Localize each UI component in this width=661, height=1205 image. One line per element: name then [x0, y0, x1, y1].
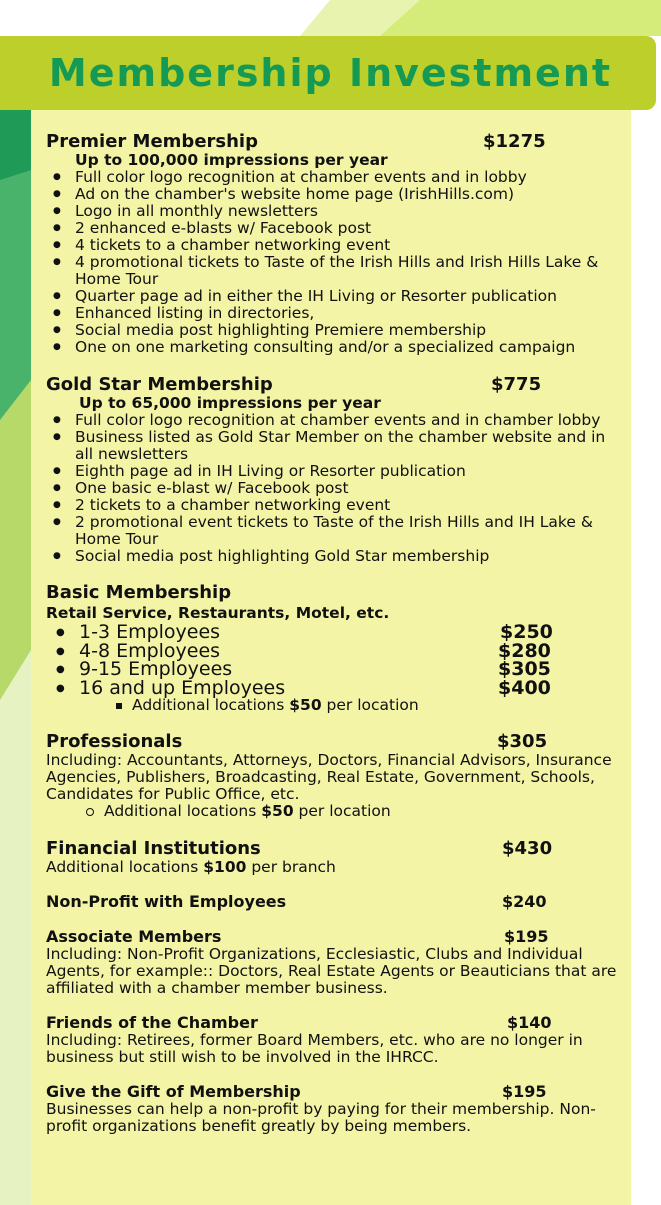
financial-title: Financial Institutions	[46, 838, 261, 859]
tier-label: 4-8 Employees	[79, 639, 221, 662]
list-item: ● 2 enhanced e-blasts w/ Facebook post	[75, 220, 626, 237]
professionals-title: Professionals	[46, 731, 183, 752]
list-item: ● Ad on the chamber's website home page (IrishHills.com)	[75, 186, 626, 203]
list-item: ● Eighth page ad in IH Living or Resorter publication	[75, 463, 626, 480]
gift-section	[46, 1083, 626, 1135]
list-item: ● Quarter page ad in either the IH Living or Resorter publication	[75, 288, 626, 305]
premier-title: Premier Membership	[46, 131, 258, 152]
professionals-header	[46, 732, 626, 752]
circle-bullet-icon	[86, 808, 94, 816]
premier-benefits-list	[46, 169, 626, 356]
basic-subtitle: Retail Service, Restaurants, Motel, etc.	[46, 604, 390, 622]
gift-price: $195	[502, 1082, 547, 1101]
list-item: ● Business listed as Gold Star Member on the chamber website and in all newsletters	[75, 429, 626, 463]
friends-description: Including: Retirees, former Board Members, etc. who are no longer in business but still wish to be involved in the IHRCC.	[46, 1031, 583, 1066]
professionals-section	[46, 732, 626, 820]
basic-additional-locations: Additional locations $50 per location	[46, 697, 626, 714]
nonprofit-price: $240	[502, 892, 547, 911]
gift-header	[46, 1083, 626, 1101]
list-item: ● Logo in all monthly newsletters	[75, 203, 626, 220]
premier-subtitle: Up to 100,000 impressions per year	[75, 151, 388, 169]
professionals-description: Including: Accountants, Attorneys, Doctors, Financial Advisors, Insurance Agencies, Publishers, Broadcasting, Real Estate, Government, Schools, Candidates for Public Office, etc.	[46, 751, 612, 803]
gift-description: Businesses can help a non-profit by paying for their membership. Non-profit organizations benefit greatly by being members.	[46, 1100, 596, 1135]
tier-price: $250	[500, 621, 553, 643]
basic-section	[46, 583, 626, 714]
nonprofit-title: Non-Profit with Employees	[46, 892, 287, 911]
premier-header	[46, 132, 626, 152]
friends-price: $140	[507, 1013, 552, 1032]
tier-price: $305	[498, 658, 551, 680]
gold-price: $775	[491, 374, 542, 395]
tier-price: $280	[498, 639, 551, 662]
friends-section	[46, 1014, 626, 1066]
list-item: ● 2 tickets to a chamber networking event	[75, 497, 626, 514]
list-item: ● 4 tickets to a chamber networking event	[75, 237, 626, 254]
membership-content	[46, 132, 626, 1135]
friends-title: Friends of the Chamber	[46, 1013, 258, 1032]
financial-price: $430	[502, 838, 553, 859]
list-item: ● Enhanced listing in directories,	[75, 305, 626, 322]
list-item: ● Social media post highlighting Gold Star membership	[75, 548, 626, 565]
employee-tier-row	[46, 676, 626, 699]
associate-header	[46, 928, 626, 946]
nonprofit-header	[46, 893, 626, 911]
gold-subtitle: Up to 65,000 impressions per year	[79, 394, 381, 412]
friends-header	[46, 1014, 626, 1032]
financial-header	[46, 839, 626, 859]
basic-title: Basic Membership	[46, 582, 232, 603]
associate-title: Associate Members	[46, 927, 222, 946]
financial-section	[46, 839, 626, 876]
tier-label: 1-3 Employees	[79, 621, 221, 643]
list-item: ● 2 promotional event tickets to Taste of the Irish Hills and IH Lake & Home Tour	[75, 514, 626, 548]
gift-title: Give the Gift of Membership	[46, 1082, 301, 1101]
gold-header	[46, 375, 626, 395]
list-item: ● Social media post highlighting Premiere membership	[75, 322, 626, 339]
financial-additional-locations: Additional locations $100 per branch	[46, 858, 336, 876]
page-title: Membership Investment	[48, 51, 613, 95]
premier-price: $1275	[483, 131, 546, 152]
tier-label: 16 and up Employees	[79, 676, 286, 699]
associate-price: $195	[504, 927, 549, 946]
professionals-price: $305	[497, 731, 548, 752]
associate-description: Including: Non-Profit Organizations, Ecclesiastic, Clubs and Individual Agents, for example:: Doctors, Real Estate Agents or Beauticians that are affiliated with a chamber member business.	[46, 945, 617, 997]
list-item: ● Full color logo recognition at chamber events and in lobby	[75, 169, 626, 186]
square-bullet-icon	[116, 703, 122, 709]
gold-section	[46, 375, 626, 565]
gold-benefits-list	[46, 412, 626, 565]
list-item: ● One basic e-blast w/ Facebook post	[75, 480, 626, 497]
professionals-additional-locations: Additional locations $50 per location	[46, 803, 626, 820]
list-item: ● 4 promotional tickets to Taste of the Irish Hills and Irish Hills Lake & Home Tour	[75, 254, 626, 288]
associate-section	[46, 928, 626, 997]
nonprofit-section	[46, 893, 626, 911]
tier-price: $400	[498, 676, 551, 699]
gold-title: Gold Star Membership	[46, 374, 273, 395]
premier-section	[46, 132, 626, 356]
list-item: ● One on one marketing consulting and/or a specialized campaign	[75, 339, 626, 356]
list-item: ● Full color logo recognition at chamber events and in chamber lobby	[75, 412, 626, 429]
tier-label: 9-15 Employees	[79, 658, 233, 680]
